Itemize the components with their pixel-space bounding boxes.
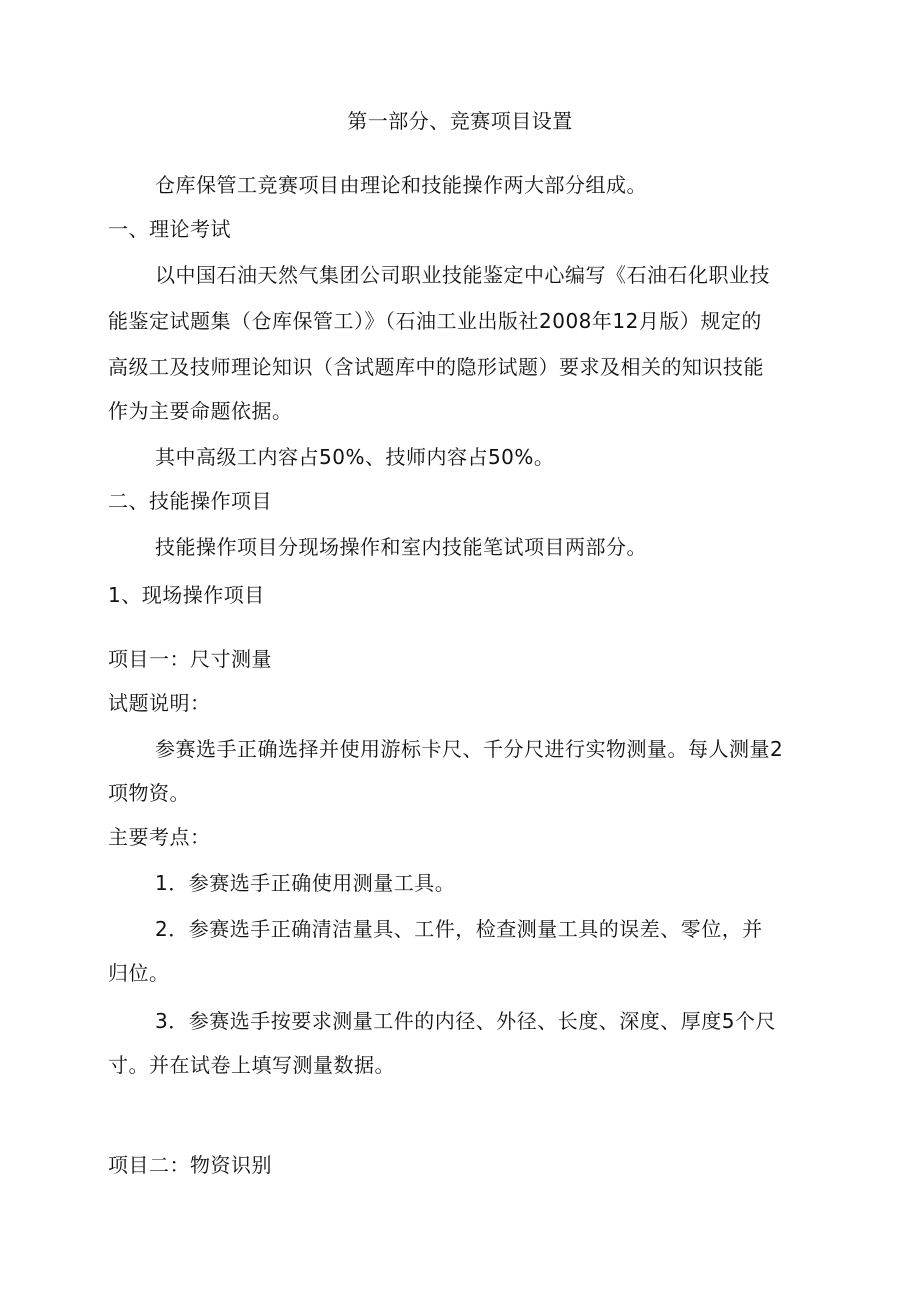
key-points-label: 主要考点： bbox=[108, 825, 211, 849]
item-title-material-identification: 项目二：物资识别 bbox=[108, 1153, 272, 1177]
section-heading-skills: 二、技能操作项目 bbox=[108, 489, 272, 513]
ratio-paragraph: 其中高级工内容占50%、技师内容占50%。 bbox=[155, 445, 555, 469]
description-line: 参赛选手正确选择并使用游标卡尺、千分尺进行实物测量。每人测量2 bbox=[155, 737, 784, 761]
key-point-item: 3．参赛选手按要求测量工件的内径、外径、长度、深度、厚度5个尺 bbox=[155, 1009, 776, 1033]
subsection-heading-onsite: 1、现场操作项目 bbox=[108, 583, 265, 607]
skills-intro-paragraph: 技能操作项目分现场操作和室内技能笔试项目两部分。 bbox=[155, 535, 647, 559]
document-title: 第一部分、竞赛项目设置 bbox=[347, 109, 573, 133]
intro-paragraph: 仓库保管工竞赛项目由理论和技能操作两大部分组成。 bbox=[155, 173, 647, 197]
key-point-item-continued: 寸。并在试卷上填写测量数据。 bbox=[108, 1053, 395, 1077]
item-title-measurement: 项目一：尺寸测量 bbox=[108, 647, 272, 671]
theory-paragraph-line: 高级工及技师理论知识（含试题库中的隐形试题）要求及相关的知识技能 bbox=[108, 355, 764, 379]
theory-paragraph-line: 作为主要命题依据。 bbox=[108, 399, 293, 423]
section-heading-theory: 一、理论考试 bbox=[108, 217, 231, 241]
description-label: 试题说明： bbox=[108, 691, 211, 715]
theory-paragraph-line: 能鉴定试题集（仓库保管工）》（石油工业出版社2008年12月版）规定的 bbox=[108, 309, 762, 333]
description-line: 项物资。 bbox=[108, 781, 190, 805]
key-point-item: 1．参赛选手正确使用测量工具。 bbox=[155, 871, 456, 895]
key-point-item: 2．参赛选手正确清洁量具、工件，检查测量工具的误差、零位，并 bbox=[155, 917, 763, 941]
key-point-item-continued: 归位。 bbox=[108, 961, 170, 985]
theory-paragraph-line: 以中国石油天然气集团公司职业技能鉴定中心编写《石油石化职业技 bbox=[155, 263, 770, 287]
